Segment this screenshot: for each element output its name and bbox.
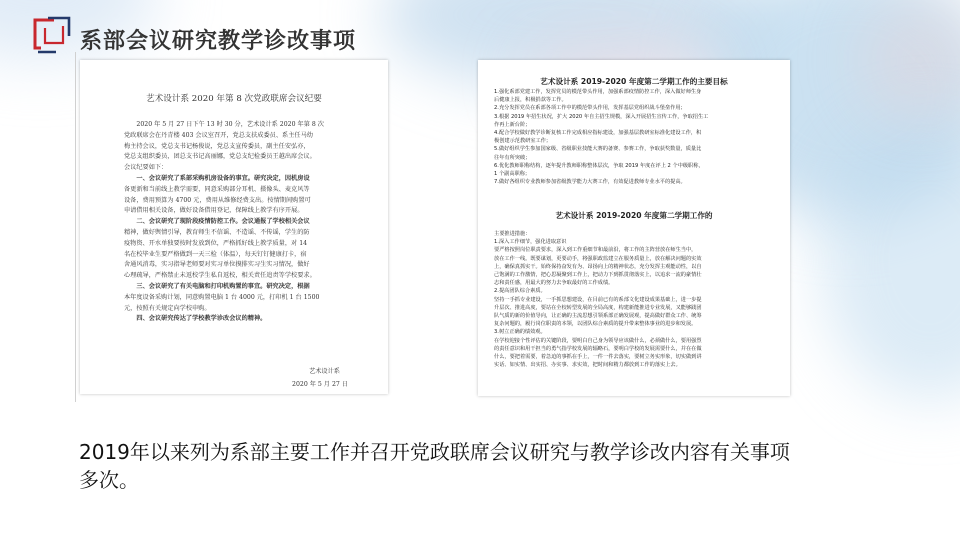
document-line: 心理疏导，严格禁止未返校学生私自返校，相关责任追责等学校要求。: [124, 272, 316, 280]
document-line: 四、会议研究传达了学校教学诊改会议的精神。: [136, 315, 267, 323]
document-line: 疫物资、开水单独要按时发放到位，严格抓好线上教学质量，对 14: [124, 239, 308, 247]
document-line: 精神，做好舆情引导，教育师生不信谣、不造谣、不传谣，学生的防: [124, 228, 310, 236]
measure-line: 2.提高团队综合素质。: [494, 288, 546, 295]
measure-line: 实话、如实情、出实招、办实事、求实效，把时间和精力都放到工作的落实上去。: [494, 362, 681, 369]
measure-line: 主要推进措施：: [494, 231, 531, 237]
measure-line: 坚持一手抓专业建设，一手抓思想建设，在目前已有的系部文化建设成果基础上，进一步提: [494, 296, 702, 303]
measure-line: 复杂问题的，履行岗位职责的本领，以团队综合素质的提升带来整体事业的进步和发展。: [494, 321, 697, 328]
measure-line: 什么，要把着需要，着急迫的事抓在手上，一件一件去落实，要树立务实形象，切实做到讲: [494, 354, 702, 361]
document-line: 三、会议研究了有关电脑和打印机购置的事宜。研究决定，根据: [136, 282, 310, 290]
goal-line: 1 个副高职称；: [494, 171, 531, 178]
measure-line: 1.深入工作细节，强化进取意识: [494, 239, 567, 246]
document-line: 申请借用相关设备，做好设备借用登记，保障线上教学有序开展。: [124, 207, 304, 215]
document-line: 元，按照有关规定向学校申购。: [124, 304, 211, 312]
measure-line: 在学校迎接个性评估的关键阶段，要明白自己身为领导应该做什么，必须做什么，要用强烈: [494, 337, 702, 344]
document-line: 备更新和当前线上教学需要，同意采购部分耳机、摄像头、麦克风等: [124, 185, 310, 193]
signature-date: 2020 年 5 月 27 日: [292, 381, 348, 388]
document-heading: 艺术设计系 2019-2020 年度第二学期工作的主要目标: [540, 77, 728, 86]
goal-line: 1.强化系部党建工作，发挥党员的模范带头作用，加强系部疫情防控工作，深入做好师生身: [494, 89, 702, 95]
document-line: 名在校毕业生要严格做到一天三检（体温），每天钉钉健康打卡，宿: [124, 250, 307, 258]
document-line: 梅主持会议，党总支书记杨俊说，党总支宣传委员，副主任安弘亦，: [124, 142, 310, 150]
goal-line: 5.做好组织学生参加国家级、省级职业技能大赛的备赛、参赛工作，争取获奖数量，质量比: [494, 146, 702, 153]
document-line: 2020 年 5 月 27 日下午 13 时 30 分，艺术设计系 2020 年第 8 次: [136, 121, 324, 128]
document-line: 设备，费用预算为 4700 元，费用从维修经费支出。按情期间购置可: [124, 196, 311, 204]
measures-list: [494, 230, 772, 369]
work-goals-document: [478, 60, 790, 396]
document-line: 舍通风消毒，实习指导老师要对实习单位摸排实习生实习情况，做好: [124, 261, 310, 269]
document-line: 一、会议研究了系部采购机房设备的事宜。研究决定，因机房设: [136, 174, 310, 182]
measure-line: 己饱满的工作激情，把心思凝聚到工作上，把动力下到抓贯彻落实上，以追求一流的豪情壮: [494, 272, 702, 279]
measure-line: 志和责任感，用最大的努力去争取最好的工作成绩。: [494, 280, 614, 287]
measure-line: 要严格按照岗位职责要求，深入到工作重细节和最前沿，将工作的主阵营放在师生当中，: [494, 247, 697, 254]
goals-list: [494, 88, 772, 186]
corner-bracket-logo-icon: [32, 14, 72, 54]
goal-line: 后健康上报，积极捐款等工作。: [494, 97, 567, 104]
signature-org: 艺术设计系: [309, 368, 340, 375]
goal-line: 作再上新台阶；: [494, 121, 531, 128]
goal-line: 7.做好各组织专业教师参加省级教学能力大赛工作，有效促进教师专业水平的提高。: [494, 179, 686, 186]
divider-line: [75, 52, 76, 402]
measure-line: 3.树立正确的绩效观。: [494, 329, 546, 336]
measure-line: 的责任意识和用干担当的勇气指学校发展的辐略石，要明白学校的发展需要什么，并在在做: [494, 345, 702, 352]
document-subheading: 艺术设计系 2019-2020 年度第二学期工作的: [555, 211, 713, 220]
document-line: 会议纪要如下：: [124, 164, 168, 172]
meeting-minutes-document: [80, 60, 388, 394]
page-title: 系部会议研究教学诊改事项: [80, 29, 357, 54]
document-line: 党总支组织委员，团总支书记高丽娜，党总支纪检委员王越出席会议。: [124, 153, 316, 161]
measure-line: 上，确保真抓实干。始终保持奋发有为、昂扬向上的精神状态，充分发挥主观能动性，以自: [494, 263, 702, 270]
goal-line: 往年有所突破；: [494, 154, 531, 161]
measure-line: 升层次、推进高度，要站在全校转型发展的全局高度，构建新能推进专业发展，又能够践团: [494, 304, 702, 311]
goal-line: 2.充分发挥党员在系部各项工作中的模范带头作用，发挥基层党组织战斗堡垒作用；: [494, 105, 686, 112]
document-heading: 艺术设计系 2020 年第 8 次党政联席会议纪要: [146, 94, 322, 104]
measure-line: 队气质的新的价值导向，让正确的主流思想引领系部正确发展观，提高做好群众工作、统筹: [494, 313, 702, 320]
document-body: [124, 120, 344, 325]
document-line: 本年度设备采购计划，同意购置电脑 1 台 4000 元，打印机 1 台 1500: [124, 293, 320, 301]
slide-caption: 2019年以来列为系部主要工作并召开党政联席会议研究与教学诊改内容有关事项多次。: [79, 440, 790, 492]
goal-line: 3.根据 2019 年招生状况，扩大 2020 年自主招生规模，深入开展招生宣传工作，争取招生工: [494, 113, 709, 120]
document-line: 党政联席会在丹青楼 403 会议室召开，党总支扶成委员、系主任马幼: [124, 131, 313, 139]
goal-line: 4.配合学校做好教学诊断复核工作完成相应指标建设，加强基层教研室标准化建设工作，积: [494, 130, 702, 137]
measure-line: 放在工作一线。既要谋划，更要动手，将强职政监建立在服务质量上，放在解决问题的实效: [494, 255, 702, 262]
goal-line: 6.优化教师职称结构，逐年提升教师职称整体层次，争取 2019 年度在评上 2 个中级职称，: [494, 162, 704, 169]
goal-line: 极创建示范教研室工作；: [494, 138, 552, 145]
document-line: 二、会议研究了现阶段疫情防控工作。会议通报了学校相关会议: [136, 218, 310, 226]
